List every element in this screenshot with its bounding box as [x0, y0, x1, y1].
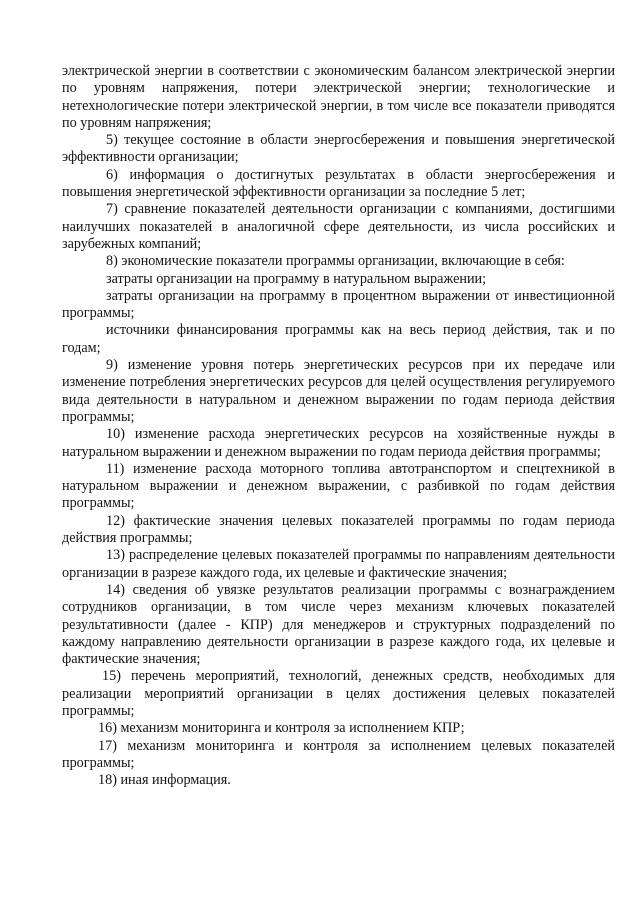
list-item-14: 14) сведения об увязке результатов реализации программы с вознаграждением сотрудников организации, в том числе через механизм ключевых показателей результативности (далее - КПР) для менеджеров и структурных подразделений по каждому направлению деятельности организации в разрезе каждого года, их целевые и фактические значения; — [62, 581, 615, 668]
list-item-5: 5) текущее состояние в области энергосбережения и повышения энергетической эффективности организации; — [62, 132, 615, 166]
list-item-16: 16) механизм мониторинга и контроля за исполнением КПР; — [98, 720, 465, 737]
list-item-7: 7) сравнение показателей деятельности организации с компаниями, достигшими наилучших показателей в аналогичной сфере деятельности, из числа российских и зарубежных компаний; — [62, 201, 615, 252]
list-item-11: 11) изменение расхода моторного топлива автотранспортом и спецтехникой в натуральном выражении и денежном выражении, с разбивкой по годам действия программы; — [62, 460, 615, 512]
paragraph-continuation: электрической энергии в соответствии с экономическим балансом электрической энергии по уровням напряжения, потери электрической энергии; технологические и нетехнологические потери электрической энергии, в том числе все показатели приводятся по уровням напряжения; — [62, 63, 615, 131]
sub-item-costs-natural: затраты организации на программу в натуральном выражении; — [106, 270, 487, 287]
list-item-17: 17) механизм мониторинга и контроля за исполнением целевых показателей программы; — [62, 737, 615, 771]
list-item-9: 9) изменение уровня потерь энергетических ресурсов при их передаче или изменение потребления энергетических ресурсов для целей осуществления регулируемого вида деятельности в натуральном и денежном выражении по годам периода действия программы; — [62, 357, 615, 425]
sub-item-costs-percent: затраты организации на программу в процентном выражении от инвестиционной программы; — [62, 287, 615, 322]
list-item-18: 18) иная информация. — [98, 772, 231, 789]
sub-item-funding-sources: источники финансирования программы как на весь период действия, так и по годам; — [62, 322, 615, 356]
list-item-10: 10) изменение расхода энергетических ресурсов на хозяйственные нужды в натуральном выражении и денежном выражении по годам периода действия программы; — [62, 426, 615, 460]
list-item-8: 8) экономические показатели программы организации, включающие в себя: — [106, 253, 565, 270]
document-page — [62, 63, 615, 789]
list-item-13: 13) распределение целевых показателей программы по направлениям деятельности организации в разрезе каждого года, их целевые и фактические значения; — [62, 547, 615, 581]
list-item-15: 15) перечень мероприятий, технологий, денежных средств, необходимых для реализации мероприятий организации в целях достижения целевых показателей программы; — [62, 668, 615, 719]
list-item-6: 6) информация о достигнутых результатах в области энергосбережения и повышения энергетической эффективности организации за последние 5 лет; — [62, 166, 615, 201]
list-item-12: 12) фактические значения целевых показателей программы по годам периода действия программы; — [62, 512, 615, 547]
